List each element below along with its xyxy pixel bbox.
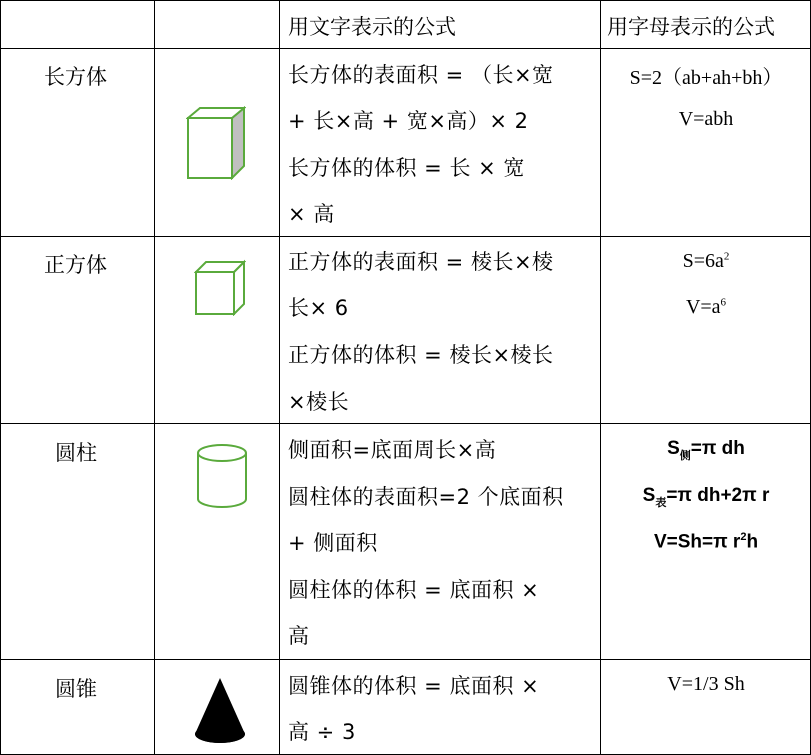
formula-line: 高 ÷ 3 — [288, 720, 356, 744]
formula-line: + 长×高 + 宽×高）× 2 — [288, 109, 529, 133]
letter-sub: 侧 — [679, 449, 691, 462]
formula-line: ×棱长 — [288, 390, 350, 414]
formula-line: 圆锥体的体积 = 底面积 × — [288, 674, 540, 698]
formula-line: 正方体的表面积 = 棱长×棱 — [288, 250, 554, 274]
letter-base: h — [746, 531, 759, 553]
letter-base: S — [642, 485, 656, 506]
cylinder-icon — [196, 443, 248, 509]
letter-formula — [601, 438, 811, 463]
letter-formula: V=abh — [678, 108, 734, 130]
formula-line: 长× 6 — [288, 296, 349, 320]
letter-formula: V=1/3 Sh — [667, 673, 745, 695]
letter-formula: S=2（ab+ah+bh） — [629, 67, 783, 89]
formula-line: 长方体的表面积 = （长×宽 — [288, 63, 554, 87]
row-name-cube: 正方体 — [44, 253, 107, 277]
formula-line: 长方体的体积 = 长 × 宽 — [288, 156, 525, 180]
formula-line: 高 — [288, 624, 310, 648]
grid-line — [0, 48, 811, 49]
letter-sup: 2 — [740, 531, 747, 543]
grid-line — [154, 0, 155, 755]
letter-sup: 2 — [723, 250, 730, 263]
formula-line: 圆柱体的表面积=2 个底面积 — [288, 485, 564, 509]
grid-line — [0, 0, 811, 1]
grid-line — [0, 659, 811, 660]
header-letters: 用字母表示的公式 — [607, 15, 775, 39]
letter-base: =π dh+2π r — [666, 485, 770, 506]
grid-line — [0, 423, 811, 424]
letter-base: =π dh — [690, 438, 745, 459]
row-name-cylinder: 圆柱 — [55, 441, 97, 465]
formula-line: 侧面积=底面周长×高 — [288, 438, 497, 462]
row-name-cuboid: 长方体 — [44, 65, 107, 89]
letter-formula — [601, 531, 811, 553]
cube-icon — [194, 258, 246, 316]
letter-formula — [601, 250, 811, 273]
formula-line: 正方体的体积 = 棱长×棱长 — [288, 343, 554, 367]
letter-formula — [601, 296, 811, 319]
grid-line — [0, 0, 1, 755]
grid-line — [279, 0, 280, 755]
grid-line — [0, 236, 811, 237]
cuboid-icon — [186, 106, 246, 180]
letter-base: S — [667, 438, 680, 459]
letter-sup: 6 — [720, 296, 727, 309]
letter-base: S=6a — [682, 250, 724, 272]
formula-line: 圆柱体的体积 = 底面积 × — [288, 578, 540, 602]
cone-icon — [193, 676, 247, 746]
header-words: 用文字表示的公式 — [288, 15, 456, 39]
letter-sub: 表 — [655, 496, 667, 509]
row-name-cone: 圆锥 — [55, 677, 97, 701]
letter-base: V=a — [685, 296, 721, 318]
formula-line: + 侧面积 — [288, 531, 378, 555]
letter-formula — [601, 485, 811, 510]
letter-base: V=Sh=π r — [653, 531, 741, 553]
formula-line: × 高 — [288, 202, 335, 226]
